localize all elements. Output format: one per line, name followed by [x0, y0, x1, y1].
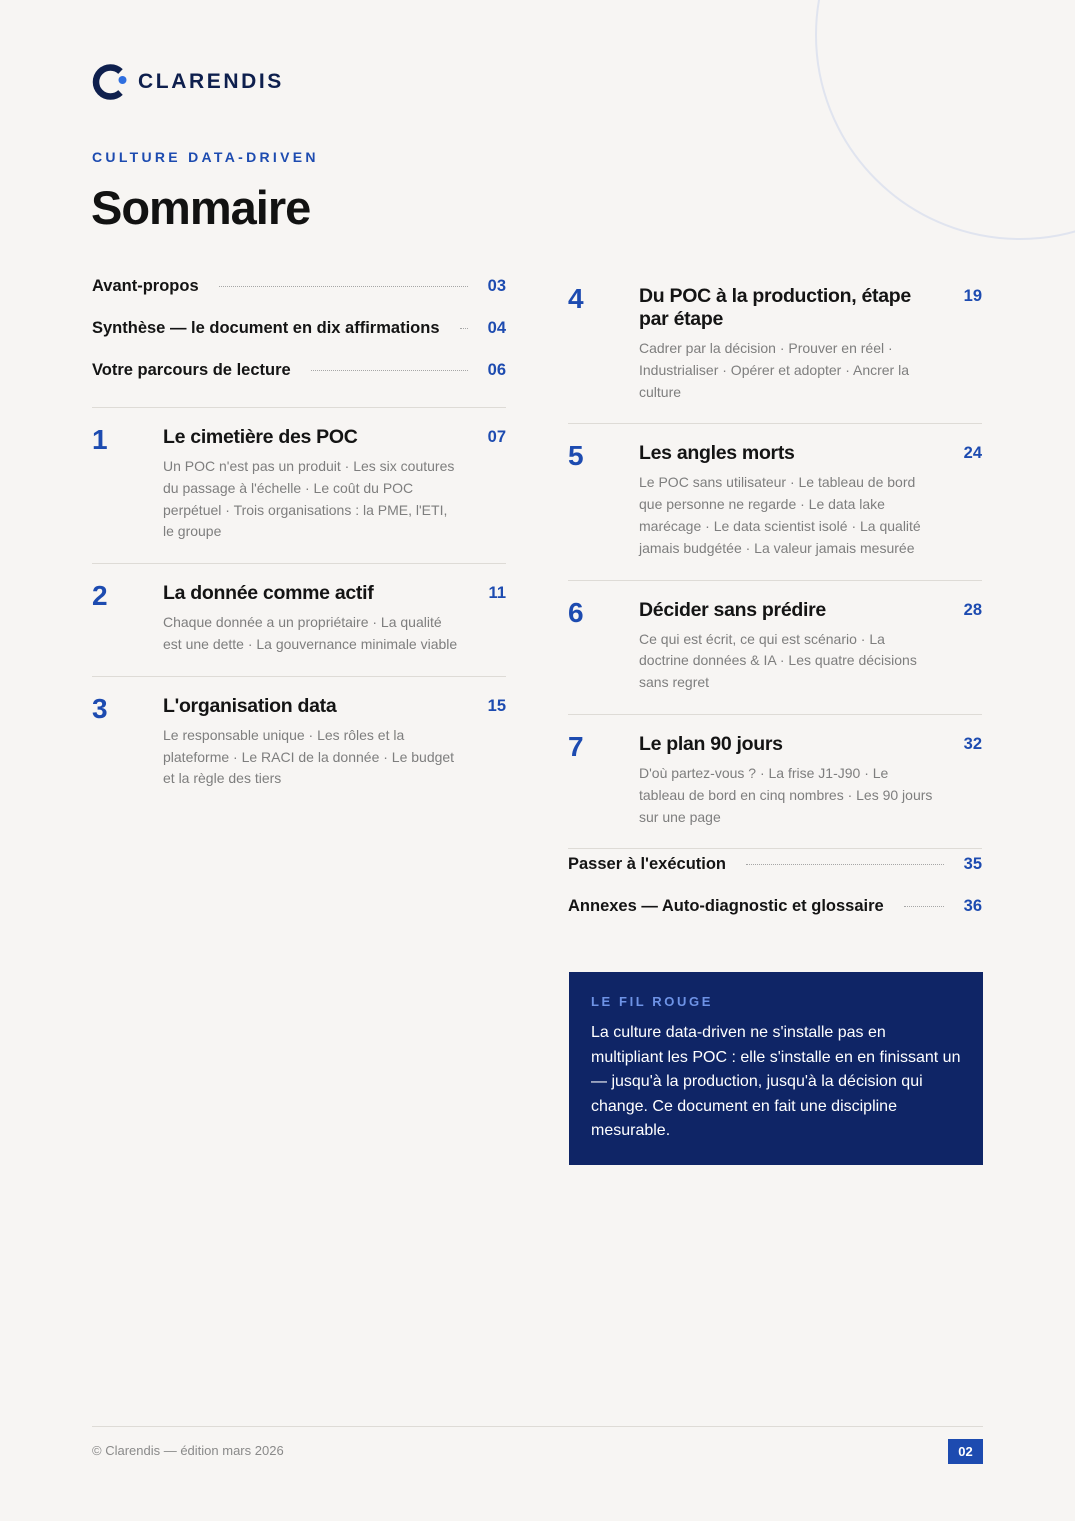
toc-entry-synthese[interactable]: [92, 319, 506, 361]
chapter-description: D'où partez-vous ? · La frise J1-J90 · Le tableau de bord en cinq nombres · Les 90 jours sur une page: [639, 764, 933, 825]
chapter-title: Le plan 90 jours: [639, 732, 783, 755]
chapter-number: 5: [568, 440, 584, 472]
chapter-number: 4: [568, 283, 584, 314]
chapter-number: 2: [92, 580, 108, 612]
dot-leader: [311, 370, 468, 371]
chapter-entry-1[interactable]: [92, 408, 506, 563]
toc-entry-avant-propos[interactable]: [92, 277, 506, 319]
toc-entry-label: Synthèse — le document en dix affirmations: [92, 319, 440, 337]
chapter-page: 19: [963, 287, 982, 305]
callout-text: La culture data-driven ne s'installe pas en multipliant les POC : elle s'installe en en finissant un — jusqu'à la production, jusqu'à la décision qui change. Ce document en fait une discipline mesurable.: [591, 1024, 961, 1140]
chapter-title: Décider sans prédire: [639, 598, 826, 621]
toc-entry-label: Votre parcours de lecture: [92, 361, 291, 379]
callout-label: LE FIL ROUGE: [591, 994, 713, 1009]
chapter-page: 15: [487, 696, 506, 715]
divider: [568, 848, 982, 849]
toc-entry-page: 35: [963, 855, 982, 874]
chapter-number: 3: [92, 692, 108, 724]
chapter-title: La donnée comme actif: [163, 582, 374, 605]
toc-entry-page: 36: [963, 897, 982, 916]
toc-entry-page: 06: [487, 361, 506, 379]
toc-entry-page: 04: [487, 319, 506, 337]
toc-entry-label: Annexes — Auto-diagnostic et glossaire: [568, 897, 884, 916]
chapter-page: 28: [963, 600, 982, 619]
toc-entry-annexes[interactable]: [568, 897, 982, 939]
dot-leader: [460, 328, 468, 329]
chapter-description: Chaque donnée a un propriétaire · La qualité est une dette · La gouvernance minimale viable: [163, 614, 458, 652]
chapter-title: Le cimetière des POC: [163, 426, 358, 448]
chapter-number: 7: [568, 730, 584, 762]
dot-leader: [904, 906, 944, 907]
chapter-description: Un POC n'est pas un produit · Les six coutures du passage à l'échelle · Le coût du POC perpétuel · Trois organisations : la PME, l'ETI, le groupe: [163, 458, 455, 540]
dot-leader: [746, 864, 944, 865]
toc-entry-page: 03: [487, 277, 506, 295]
toc-right-column: [568, 283, 982, 939]
footer-divider: [92, 1426, 983, 1427]
toc-entry-execution[interactable]: [568, 855, 982, 897]
chapter-entry-5[interactable]: [568, 424, 982, 579]
chapter-page: 07: [487, 428, 506, 446]
chapter-description: Le responsable unique · Les rôles et la plateforme · Le RACI de la donnée · Le budget et la règle des tiers: [163, 726, 455, 787]
toc-left-column: [92, 277, 506, 810]
brand-logo[interactable]: [91, 63, 284, 101]
chapter-page: 24: [963, 444, 982, 463]
chapter-description: Cadrer par la décision · Prouver en réel · Industrialiser · Opérer et adopter · Ancrer la culture: [639, 340, 910, 400]
toc-entry-parcours[interactable]: [92, 361, 506, 403]
toc-entry-label: Passer à l'exécution: [568, 855, 727, 874]
chapter-entry-4[interactable]: [568, 283, 982, 423]
toc-entry-label: Avant-propos: [92, 277, 199, 295]
chapter-entry-2[interactable]: [92, 564, 506, 676]
page-title: Sommaire: [91, 181, 311, 234]
chapter-number: 6: [568, 596, 584, 628]
chapter-title: Du POC à la production, étape par étape: [639, 285, 911, 330]
eyebrow-label: CULTURE DATA-DRIVEN: [92, 149, 319, 165]
chapter-page: 11: [488, 584, 506, 603]
chapter-page: 32: [963, 734, 982, 753]
chapter-entry-6[interactable]: [568, 581, 982, 714]
decorative-circle: [815, 0, 1075, 240]
footer-copyright: © Clarendis — édition mars 2026: [92, 1443, 284, 1458]
chapter-entry-7[interactable]: [568, 715, 982, 848]
chapter-title: Les angles morts: [639, 442, 795, 465]
chapter-entry-3[interactable]: [92, 677, 506, 810]
dot-leader: [219, 286, 468, 287]
chapter-number: 1: [92, 424, 108, 455]
clarendis-logo-icon: [91, 63, 129, 101]
chapter-description: Le POC sans utilisateur · Le tableau de bord que personne ne regarde · Le data lake marécage · Le data scientist isolé · La qualité jamais budgétée · La valeur jamais mesurée: [639, 474, 921, 556]
fil-rouge-callout: [569, 972, 983, 1165]
page-number-badge: 02: [948, 1439, 983, 1464]
chapter-description: Ce qui est écrit, ce qui est scénario · La doctrine données & IA · Les quatre décisions sans regret: [639, 630, 917, 691]
brand-name: CLARENDIS: [138, 70, 284, 93]
chapter-title: L'organisation data: [163, 694, 337, 717]
